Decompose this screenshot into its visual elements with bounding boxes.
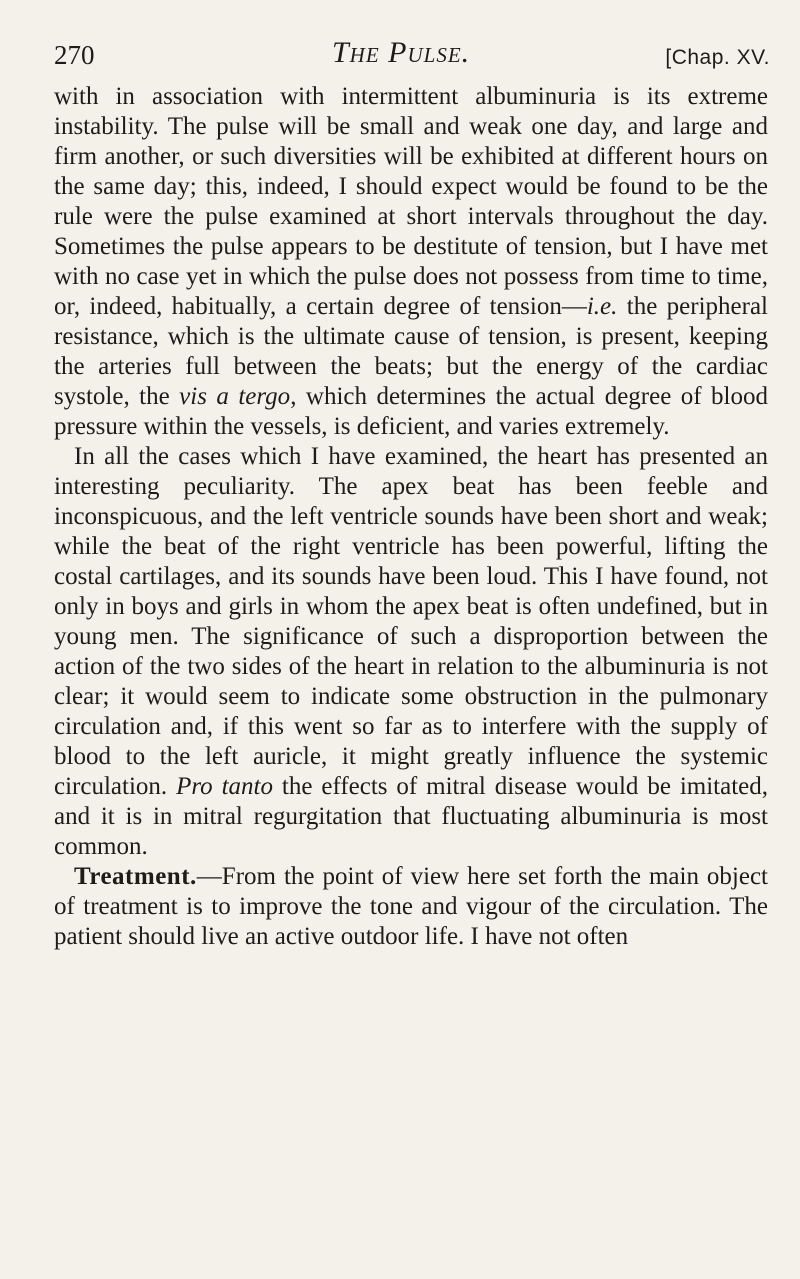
text-run: the effects of mitral disease would be imitated, and it is in mitral regurgitation that fluctuating albuminuria is most common. [54, 773, 769, 860]
italic-phrase: i.e. [586, 293, 618, 320]
paragraph [54, 442, 768, 862]
page-number: 270 [54, 40, 95, 70]
run-in-heading: Treatment. [74, 863, 197, 890]
paragraph [54, 862, 768, 952]
text-run: with in association with intermittent albuminuria is its extreme instability. The pulse will be small and weak one day, and large and firm another, or such diversities will be exhibited at different hours on the same day; this, indeed, I should expect would be found to be the rule were the pulse examined at short intervals throughout the day. Sometimes the pulse appears to be destitute of tension, but I have met with no case yet in which the pulse does not possess from time to time, or, indeed, habitually, a certain degree of tension— [54, 83, 768, 320]
body-text [54, 82, 768, 952]
italic-phrase: vis a tergo [179, 383, 291, 410]
italic-phrase: Pro tanto [176, 773, 273, 800]
paragraph [54, 82, 768, 442]
text-run: , which determines the actual degree of blood pressure within the vessels, is deficient, and varies extremely. [54, 383, 768, 440]
page-header [54, 36, 770, 76]
text-run: —From the point of view here set forth the main object of treatment is to improve the tone and vigour of the circulation. The patient should live an active outdoor life. I have not often [54, 863, 768, 950]
chapter-reference: [Chap. XV. [665, 46, 770, 69]
text-run: In all the cases which I have examined, the heart has presented an interesting peculiarity. The apex beat has been feeble and inconspicuous, and the left ventricle sounds have been short and weak; while the beat of the right ventricle has been powerful, lifting the costal cartilages, and its sounds have been loud. This I have found, not only in boys and girls in whom the apex beat is often undefined, but in young men. The significance of such a disproportion between the action of the two sides of the heart in relation to the albuminuria is not clear; it would seem to indicate some obstruction in the pulmonary circulation and, if this went so far as to interfere with the supply of blood to the left auricle, it might greatly influence the systemic circulation. [54, 443, 768, 800]
text-run: the peripheral resistance, which is the ultimate cause of tension, is present, keeping the arteries full between the beats; but the energy of the cardiac systole, the [54, 293, 769, 410]
running-title: The Pulse. [332, 36, 471, 69]
